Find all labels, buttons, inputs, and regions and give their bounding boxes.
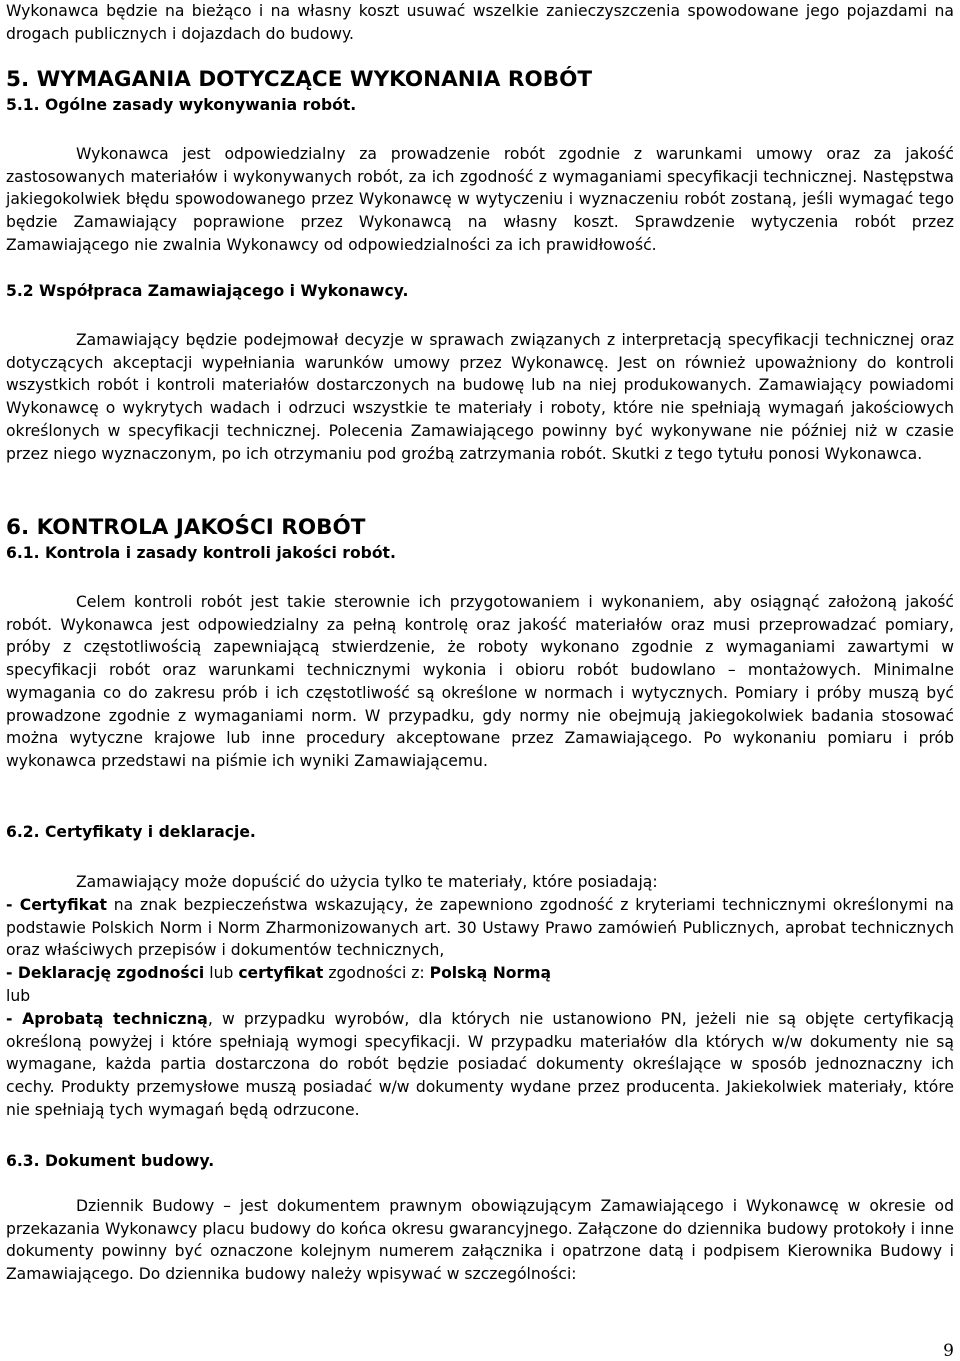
section-6-heading: 6. KONTROLA JAKOŚCI ROBÓT: [6, 515, 366, 540]
declaration-dash: -: [6, 964, 18, 982]
section-6-2-intro: Zamawiający może dopuścić do użycia tylko te materiały, które posiadają:: [76, 873, 658, 891]
polish-norm-term: Polską Normą: [429, 964, 551, 982]
declaration-item: [6, 962, 954, 985]
section-5-1-paragraph: Wykonawca jest odpowiedzialny za prowadzenie robót zgodnie z warunkami umowy oraz za jakość zastosowanych materiałów i wykonywanych robót, za ich zgodność z wymaganiami specyfikacji technicznej. Następstwa jakiegokolwiek błędu spowodowanego przez Wykonawcę w wytyczeniu i wyznaczeniu robót zostaną, jeśli wymagać tego będzie Zamawiający poprawione przez Wykonawcą na własny koszt. Sprawdzenie wytyczenia robót przez Zamawiającego nie zwalnia Wykonawcy od odpowiedzialności za ich prawidłowość.: [6, 145, 954, 254]
section-6-2-heading: 6.2. Certyfikaty i deklaracje.: [6, 823, 256, 841]
certificate-text: na znak bezpieczeństwa wskazujący, że zapewniono zgodność z kryteriami technicznymi określonymi na podstawie Polskich Norm i Norm Zharmonizowanych art. 30 Ustawy Prawo zamówień Publicznych, aprobat technicznych oraz właściwych przepisów i dokumentów technicznych,: [6, 896, 954, 960]
certificate-item: [6, 894, 954, 962]
section-5-heading: 5. WYMAGANIA DOTYCZĄCE WYKONANIA ROBÓT: [6, 67, 593, 92]
declaration-term: Deklarację zgodności: [17, 964, 205, 982]
technical-approval-text: , w przypadku wyrobów, dla których nie ustanowiono PN, jeżeli nie są objęte certyfikacją określoną powyżej i które spełniają wymogi specyfikacji. W przypadku materiałów dla których w/w dokumenty nie są wymagane, każda partia dostarczona do robót będzie posiadać dokumenty określające w sposób jednoznaczny ich cechy. Produkty przemysłowe muszą posiadać w/w dokumenty wydane przez producenta. Jakiekolwiek materiały, które nie spełniają tych wymagań będą odrzucone.: [6, 1010, 954, 1119]
technical-approval-item: [6, 1008, 954, 1122]
declaration-or: lub: [204, 964, 239, 982]
certificate-term: Certyfikat: [19, 896, 107, 914]
declaration-certificate-term: certyfikat: [238, 964, 324, 982]
certificate-dash: -: [6, 896, 20, 914]
section-6-3-heading: 6.3. Dokument budowy.: [6, 1152, 215, 1170]
section-5-2-heading: 5.2 Współpraca Zamawiającego i Wykonawcy.: [6, 282, 409, 300]
or-separator: lub: [6, 987, 31, 1005]
section-6-1-heading: 6.1. Kontrola i zasady kontroli jakości robót.: [6, 544, 396, 562]
section-5-2-paragraph: Zamawiający będzie podejmował decyzje w sprawach związanych z interpretacją specyfikacji technicznej oraz dotyczących akceptacji wypełniania warunków umowy przez Wykonawcę. Jest on również upoważniony do kontroli wszystkich robót i kontroli materiałów dostarczonych na budowę lub na niej produkowanych. Zamawiający powiadomi Wykonawcę o wykrytych wadach i odrzuci wszystkie te materiały i roboty, które nie spełniają wymagań jakościowych określonych w specyfikacji technicznej. Polecenia Zamawiającego powinny być wykonywane nie później niż w czasie przez niego wyznaczonym, po ich otrzymaniu pod groźbą zatrzymania robót. Skutki z tego tytułu ponosi Wykonawca.: [6, 331, 954, 463]
technical-approval-dash: -: [6, 1010, 23, 1028]
declaration-with: zgodności z:: [323, 964, 430, 982]
section-6-1-paragraph: Celem kontroli robót jest takie sterownie ich przygotowaniem i wykonaniem, aby osiągnąć założoną jakość robót. Wykonawca jest odpowiedzialny za pełną kontrolę oraz jakość materiałów oraz musi przeprowadzać pomiary, próby z częstotliwością zapewniającą stwierdzenie, że roboty wykonano zgodnie z wymaganiami zawartymi w specyfikacji robót oraz warunkami technicznymi wykonia i obioru robót budowlano – montażowych. Minimalne wymagania co do zakresu prób i ich częstotliwość są określone w normach i wytycznych. Pomiary i próby muszą być prowadzone zgodnie z wymaganiami norm. W przypadku, gdy normy nie obejmują jakiegokolwiek badania stosować można wytyczne krajowe lub inne procedury akceptowane przez Zamawiającego. Po wykonaniu pomiaru i prób wykonawca przedstawi na piśmie ich wyniki Zamawiającemu.: [6, 593, 954, 770]
section-5-1-heading: 5.1. Ogólne zasady wykonywania robót.: [6, 96, 357, 114]
page-number: 9: [943, 1341, 954, 1361]
intro-paragraph: Wykonawca będzie na bieżąco i na własny koszt usuwać wszelkie zanieczyszczenia spowodowane jego pojazdami na drogach publicznych i dojazdach do budowy.: [6, 2, 954, 43]
technical-approval-term: Aprobatą techniczną: [22, 1010, 208, 1028]
section-6-3-paragraph: Dziennik Budowy – jest dokumentem prawnym obowiązującym Zamawiającego i Wykonawcę w okresie od przekazania Wykonawcy placu budowy do końca okresu gwarancyjnego. Załączone do dziennika budowy protokoły i inne dokumenty powinny być oznaczone kolejnym numerem załącznika i opatrzone datą i podpisem Kierownika Budowy i Zamawiającego. Do dziennika budowy należy wpisywać w szczególności:: [6, 1197, 954, 1284]
